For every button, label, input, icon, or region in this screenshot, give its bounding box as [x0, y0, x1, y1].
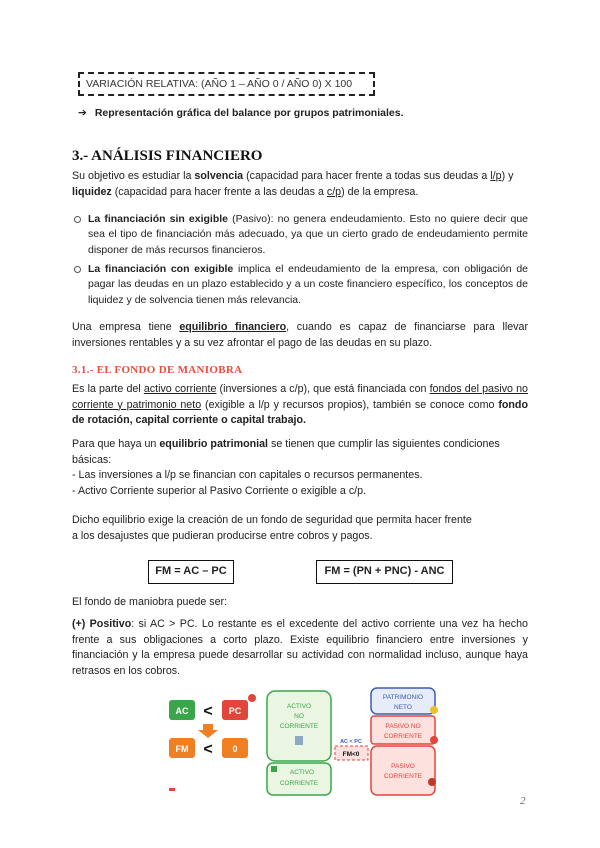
- svg-text:PASIVO: PASIVO: [391, 763, 415, 770]
- svg-text:0: 0: [232, 744, 238, 754]
- svg-text:PASIVO NO: PASIVO NO: [385, 723, 421, 730]
- conditions-paragraph: Para que haya un equilibrio patrimonial se tienen que cumplir las siguientes condiciones básicas: - Las inversiones a l/p se financian con capitales o recursos permanentes. - Activo Corriente superior al Pasivo Corriente o exigible a c/p.: [72, 438, 500, 497]
- coin-icon: [430, 736, 438, 744]
- pasivo-no-corriente-block: [371, 716, 438, 744]
- svg-text:AC: AC: [175, 706, 189, 716]
- formula-fm-pn-pnc-anc: FM = (PN + PNC) - ANC: [316, 560, 453, 584]
- coin-icon: [248, 694, 256, 702]
- decor-mark: [169, 788, 175, 791]
- section-title: 3.- ANÁLISIS FINANCIERO: [72, 148, 263, 164]
- section-intro: Su objetivo es estudiar la solvencia (capacidad para hacer frente a todas sus deudas a l/p) y liquidez (capacidad para hacer frente a las deudas a c/p) de la empresa.: [72, 170, 514, 198]
- arrow-down-icon: [198, 724, 218, 738]
- svg-text:FM: FM: [175, 744, 189, 754]
- ac-badge: [169, 700, 195, 720]
- svg-text:ACTIVO: ACTIVO: [289, 769, 315, 776]
- formula-fm-ac-pc: FM = AC – PC: [148, 560, 234, 584]
- variacion-relativa-box: [78, 72, 375, 96]
- arrow-icon: ➔: [78, 107, 87, 119]
- page-number: 2: [520, 795, 526, 807]
- fm-negative-label: FM<0: [342, 751, 360, 758]
- svg-text:CORRIENTE: CORRIENTE: [383, 733, 423, 740]
- seguridad-paragraph: Dicho equilibrio exige la creación de un fondo de seguridad que permita hacer frente a los desajustes que pudieran producirse entre cobros y pagos.: [72, 514, 472, 542]
- fondo-maniobra-definition: Es la parte del activo corriente (inversiones a c/p), que está financiada con fondos del pasivo no corriente y patrimonio neto (exigible a l/p y recursos propios), también se conoce como fondo de rotación, capital corriente o capital trabajo.: [72, 383, 528, 426]
- pasivo-corriente-block: [371, 746, 436, 795]
- liquidez-term: liquidez: [72, 185, 112, 198]
- building-icon: [295, 736, 303, 745]
- arrow-item: [78, 107, 403, 119]
- fm-badge: [169, 738, 195, 758]
- svg-text:NETO: NETO: [394, 704, 412, 711]
- coin-icon: [428, 778, 436, 786]
- bullet-circle-icon: [74, 266, 81, 273]
- svg-text:CORRIENTE: CORRIENTE: [383, 773, 423, 780]
- svg-text:CORRIENTE: CORRIENTE: [279, 723, 319, 730]
- less-than-symbol: <: [203, 703, 213, 720]
- activo-no-corriente-block: [267, 691, 331, 761]
- solvencia-term: solvencia: [194, 170, 244, 182]
- arrow-item-text: Representación gráfica del balance por grupos patrimoniales.: [94, 107, 404, 119]
- svg-text:PC: PC: [228, 706, 242, 716]
- list-item: La financiación con exigible implica el endeudamiento de la empresa, con obligación de pagar las deudas en un plazo establecido y a un coste financiero específico, los conceptos de liquidez y de solvencia tienen más relevancia.: [72, 262, 528, 308]
- coins-icon: [430, 706, 438, 714]
- cash-icon: [271, 766, 277, 772]
- puede-ser-text: El fondo de maniobra puede ser:: [72, 596, 228, 608]
- zero-badge: [222, 738, 248, 758]
- pc-badge: [222, 700, 248, 720]
- patrimonio-neto-block: [371, 688, 438, 714]
- bullet-circle-icon: [74, 216, 81, 223]
- svg-text:PATRIMONIO: PATRIMONIO: [382, 694, 424, 701]
- svg-text:ACTIVO: ACTIVO: [286, 703, 312, 710]
- fondo-maniobra-diagram: [150, 686, 450, 798]
- list-item: La financiación sin exigible (Pasivo): no genera endeudamiento. Esto no quiere decir que sea el tipo de financiación más adecuado, ya que un cierto grado de endeudamiento permite disponer de más recursos financieros.: [72, 212, 528, 258]
- variacion-relativa-text: VARIACIÓN RELATIVA: (AÑO 1 – AÑO 0 / AÑO 0) X 100: [86, 78, 353, 90]
- positivo-paragraph: (+) Positivo: si AC > PC. Lo restante es el excedente del activo corriente una vez ha hecho frente a sus obligaciones a corto plazo. Existe equilibrio financiero entre inversiones y financiación y la empresa puede desarrollar su actividad con normalidad incluso, aunque haya retrasos en los cobros.: [72, 618, 528, 677]
- svg-text:CORRIENTE: CORRIENTE: [279, 780, 319, 787]
- ac-lt-pc-label: AC < PC: [340, 739, 362, 745]
- activo-corriente-block: [267, 763, 331, 795]
- equilibrio-financiero-paragraph: Una empresa tiene equilibrio financiero, cuando es capaz de financiarse para llevar inversiones rentables y a su vez afrontar el pago de las deudas en su plazo.: [72, 321, 528, 349]
- less-than-symbol: <: [203, 741, 213, 758]
- svg-text:NO: NO: [294, 713, 304, 720]
- subsection-title: 3.1.- EL FONDO DE MANIOBRA: [72, 364, 243, 376]
